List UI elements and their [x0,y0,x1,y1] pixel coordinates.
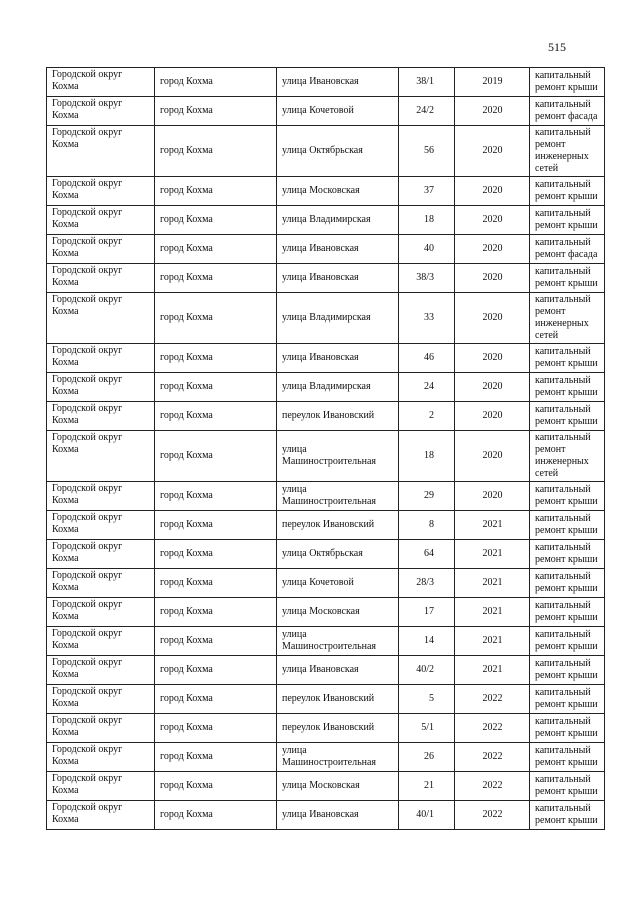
table-row [47,714,605,743]
table-row [47,402,605,431]
cell-street: улица Машиностроительная [277,743,399,772]
cell-house-number: 5 [399,685,455,714]
cell-house-number: 56 [399,126,455,177]
table-row [47,344,605,373]
cell-work-type: капитальный ремонт крыши [530,540,605,569]
cell-year: 2022 [455,743,530,772]
cell-work-type: капитальный ремонт крыши [530,206,605,235]
cell-municipality: Городской округ Кохма [47,772,155,801]
cell-street: улица Ивановская [277,801,399,830]
cell-municipality: Городской округ Кохма [47,743,155,772]
cell-street: улица Кочетовой [277,569,399,598]
cell-municipality: Городской округ Кохма [47,126,155,177]
cell-year: 2021 [455,656,530,685]
cell-settlement: город Кохма [155,431,277,482]
cell-municipality: Городской округ Кохма [47,714,155,743]
cell-work-type: капитальный ремонт инженерных сетей [530,293,605,344]
table-row [47,511,605,540]
cell-house-number: 37 [399,177,455,206]
cell-house-number: 5/1 [399,714,455,743]
cell-municipality: Городской округ Кохма [47,482,155,511]
table-row [47,431,605,482]
cell-year: 2020 [455,344,530,373]
cell-year: 2022 [455,685,530,714]
cell-street: улица Машиностроительная [277,431,399,482]
cell-year: 2021 [455,598,530,627]
cell-year: 2019 [455,68,530,97]
cell-municipality: Городской округ Кохма [47,569,155,598]
cell-year: 2020 [455,206,530,235]
cell-street: переулок Ивановский [277,714,399,743]
cell-municipality: Городской округ Кохма [47,402,155,431]
cell-settlement: город Кохма [155,656,277,685]
table-row [47,68,605,97]
cell-work-type: капитальный ремонт крыши [530,68,605,97]
cell-street: переулок Ивановский [277,685,399,714]
cell-municipality: Городской округ Кохма [47,97,155,126]
cell-street: улица Московская [277,598,399,627]
table-row [47,656,605,685]
cell-street: улица Машиностроительная [277,627,399,656]
table-row [47,264,605,293]
cell-house-number: 2 [399,402,455,431]
cell-house-number: 28/3 [399,569,455,598]
cell-settlement: город Кохма [155,68,277,97]
cell-street: улица Владимирская [277,373,399,402]
table-row [47,743,605,772]
cell-street: улица Октябрьская [277,540,399,569]
cell-work-type: капитальный ремонт крыши [530,264,605,293]
cell-work-type: капитальный ремонт крыши [530,569,605,598]
cell-municipality: Городской округ Кохма [47,598,155,627]
cell-work-type: капитальный ремонт крыши [530,177,605,206]
cell-house-number: 18 [399,431,455,482]
cell-settlement: город Кохма [155,598,277,627]
cell-year: 2020 [455,235,530,264]
cell-municipality: Городской округ Кохма [47,801,155,830]
cell-year: 2020 [455,402,530,431]
cell-year: 2021 [455,511,530,540]
cell-municipality: Городской округ Кохма [47,685,155,714]
cell-year: 2020 [455,293,530,344]
table-row [47,206,605,235]
cell-work-type: капитальный ремонт крыши [530,402,605,431]
cell-settlement: город Кохма [155,293,277,344]
cell-street: переулок Ивановский [277,511,399,540]
cell-street: улица Московская [277,177,399,206]
cell-street: улица Владимирская [277,293,399,344]
cell-year: 2020 [455,177,530,206]
cell-municipality: Городской округ Кохма [47,235,155,264]
table-row [47,97,605,126]
cell-street: переулок Ивановский [277,402,399,431]
cell-work-type: капитальный ремонт фасада [530,97,605,126]
cell-work-type: капитальный ремонт крыши [530,373,605,402]
cell-work-type: капитальный ремонт крыши [530,656,605,685]
cell-year: 2020 [455,482,530,511]
cell-house-number: 8 [399,511,455,540]
cell-municipality: Городской округ Кохма [47,344,155,373]
cell-work-type: капитальный ремонт крыши [530,482,605,511]
cell-house-number: 38/3 [399,264,455,293]
cell-settlement: город Кохма [155,264,277,293]
cell-settlement: город Кохма [155,344,277,373]
repair-schedule-table [46,67,605,830]
cell-settlement: город Кохма [155,801,277,830]
cell-house-number: 17 [399,598,455,627]
cell-settlement: город Кохма [155,714,277,743]
cell-settlement: город Кохма [155,402,277,431]
cell-house-number: 18 [399,206,455,235]
cell-year: 2022 [455,801,530,830]
cell-year: 2020 [455,126,530,177]
table-row [47,598,605,627]
cell-work-type: капитальный ремонт крыши [530,714,605,743]
cell-municipality: Городской округ Кохма [47,293,155,344]
cell-work-type: капитальный ремонт крыши [530,511,605,540]
cell-settlement: город Кохма [155,627,277,656]
cell-municipality: Городской округ Кохма [47,540,155,569]
cell-house-number: 64 [399,540,455,569]
cell-settlement: город Кохма [155,772,277,801]
cell-street: улица Владимирская [277,206,399,235]
cell-house-number: 40 [399,235,455,264]
cell-work-type: капитальный ремонт фасада [530,235,605,264]
cell-settlement: город Кохма [155,569,277,598]
cell-street: улица Машиностроительная [277,482,399,511]
cell-municipality: Городской округ Кохма [47,68,155,97]
table-row [47,293,605,344]
cell-municipality: Городской округ Кохма [47,431,155,482]
cell-street: улица Ивановская [277,344,399,373]
cell-settlement: город Кохма [155,743,277,772]
table-row [47,126,605,177]
cell-municipality: Городской округ Кохма [47,264,155,293]
cell-house-number: 24 [399,373,455,402]
cell-house-number: 46 [399,344,455,373]
cell-year: 2020 [455,431,530,482]
table-row [47,540,605,569]
cell-settlement: город Кохма [155,235,277,264]
cell-street: улица Кочетовой [277,97,399,126]
cell-work-type: капитальный ремонт крыши [530,743,605,772]
cell-work-type: капитальный ремонт крыши [530,685,605,714]
cell-municipality: Городской округ Кохма [47,373,155,402]
cell-house-number: 40/2 [399,656,455,685]
cell-year: 2021 [455,627,530,656]
cell-year: 2022 [455,714,530,743]
table-row [47,569,605,598]
cell-municipality: Городской округ Кохма [47,206,155,235]
cell-year: 2020 [455,264,530,293]
cell-municipality: Городской округ Кохма [47,511,155,540]
cell-work-type: капитальный ремонт крыши [530,598,605,627]
page-number: 515 [548,40,566,54]
cell-settlement: город Кохма [155,511,277,540]
table-row [47,685,605,714]
cell-house-number: 33 [399,293,455,344]
cell-settlement: город Кохма [155,482,277,511]
cell-street: улица Ивановская [277,235,399,264]
cell-house-number: 24/2 [399,97,455,126]
cell-year: 2020 [455,97,530,126]
table-body [47,68,605,830]
cell-settlement: город Кохма [155,177,277,206]
cell-municipality: Городской округ Кохма [47,656,155,685]
cell-house-number: 38/1 [399,68,455,97]
cell-year: 2021 [455,540,530,569]
cell-work-type: капитальный ремонт инженерных сетей [530,126,605,177]
cell-settlement: город Кохма [155,97,277,126]
cell-work-type: капитальный ремонт крыши [530,801,605,830]
cell-work-type: капитальный ремонт крыши [530,772,605,801]
cell-municipality: Городской округ Кохма [47,627,155,656]
table-row [47,373,605,402]
cell-year: 2021 [455,569,530,598]
table-row [47,801,605,830]
cell-house-number: 29 [399,482,455,511]
cell-street: улица Ивановская [277,656,399,685]
table-row [47,177,605,206]
table-row [47,772,605,801]
cell-street: улица Ивановская [277,68,399,97]
table-row [47,235,605,264]
cell-settlement: город Кохма [155,126,277,177]
cell-settlement: город Кохма [155,206,277,235]
cell-year: 2020 [455,373,530,402]
cell-house-number: 26 [399,743,455,772]
cell-house-number: 21 [399,772,455,801]
cell-year: 2022 [455,772,530,801]
cell-street: улица Ивановская [277,264,399,293]
cell-work-type: капитальный ремонт инженерных сетей [530,431,605,482]
cell-house-number: 40/1 [399,801,455,830]
table-row [47,627,605,656]
cell-settlement: город Кохма [155,540,277,569]
cell-house-number: 14 [399,627,455,656]
cell-street: улица Московская [277,772,399,801]
cell-work-type: капитальный ремонт крыши [530,344,605,373]
table-row [47,482,605,511]
cell-work-type: капитальный ремонт крыши [530,627,605,656]
cell-settlement: город Кохма [155,373,277,402]
cell-municipality: Городской округ Кохма [47,177,155,206]
cell-street: улица Октябрьская [277,126,399,177]
cell-settlement: город Кохма [155,685,277,714]
